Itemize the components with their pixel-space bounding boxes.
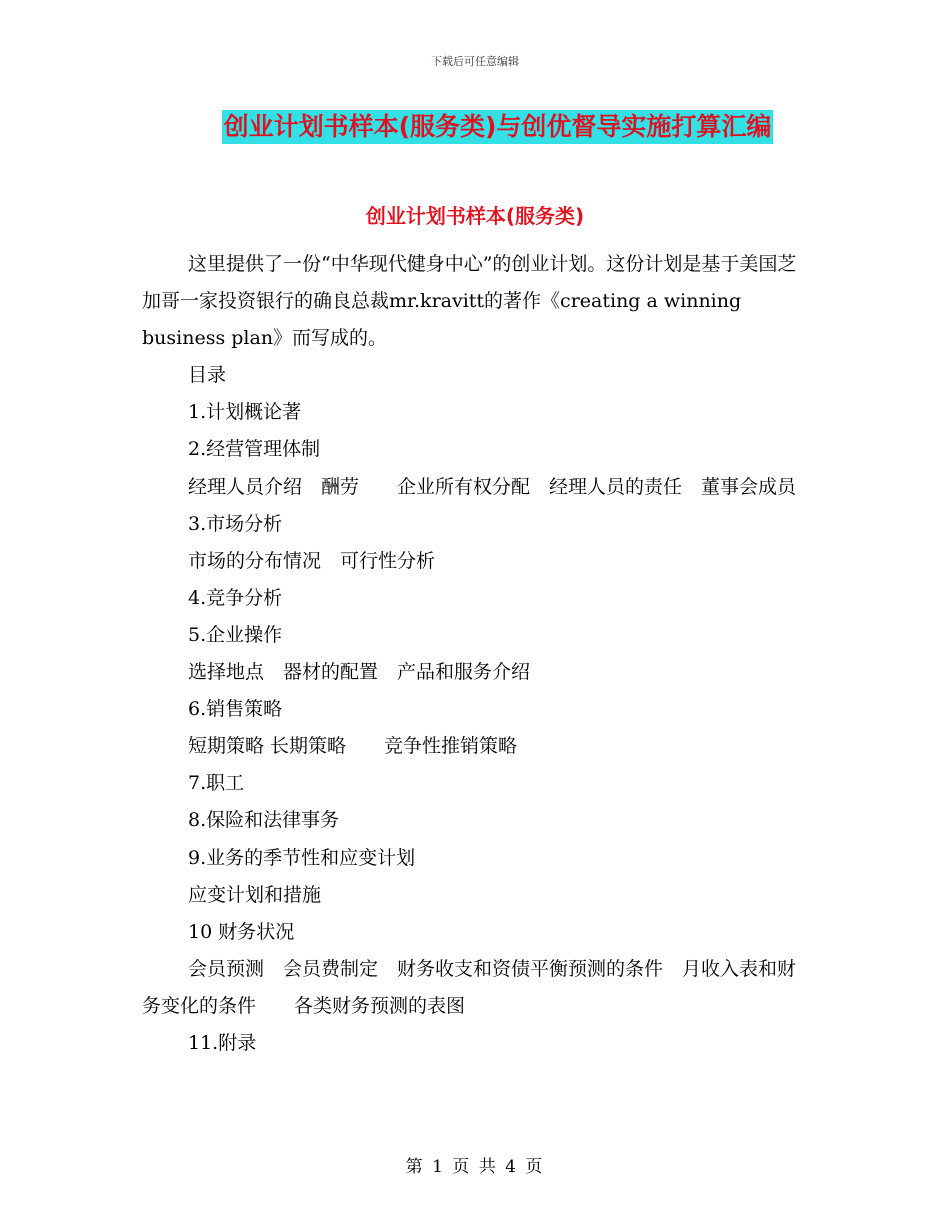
paragraph: 2.经营管理体制 [188,438,321,461]
document-body [142,246,810,1062]
main-title: 创业计划书样本(服务类)与创优督导实施打算汇编 [222,110,774,144]
paragraph: 5.企业操作 [188,623,283,646]
paragraph: 7.职工 [188,772,245,795]
paragraph: 8.保险和法律事务 [188,809,340,832]
paragraph: 市场的分布情况 可行性分析 [188,549,436,572]
paragraph: 短期策略 长期策略 竞争性推销策略 [188,735,518,758]
paragraph: 6.销售策略 [188,698,283,721]
paragraph: 11.附录 [188,1031,257,1054]
paragraph: 10 财务状况 [188,920,295,943]
paragraph: 经理人员介绍 酬劳 企业所有权分配 经理人员的责任 董事会成员 [188,475,797,498]
page-footer: 第 1 页 共 4 页 [405,1157,545,1177]
paragraph: 4.竞争分析 [188,586,283,609]
paragraph: 选择地点 器材的配置 产品和服务介绍 [188,661,531,684]
paragraph: 1.计划概论著 [188,401,302,424]
paragraph: 3.市场分析 [188,512,283,535]
section-title: 创业计划书样本(服务类) [365,204,585,228]
paragraph: 9.业务的季节性和应变计划 [188,846,416,869]
main-title-wrap [0,110,950,144]
paragraph: 目录 [188,364,227,387]
page-header: 下载后可任意编辑 [431,55,519,68]
paragraph: 这里提供了一份“中华现代健身中心”的创业计划。这份计划是基于美国芝加哥一家投资银行的确良总裁mr.kravitt的著作《creating a winning business plan》而写成的。 [142,253,797,350]
paragraph: 会员预测 会员费制定 财务收支和资债平衡预测的条件 月收入表和财务变化的条件 各类财务预测的表图 [142,957,797,1017]
paragraph: 应变计划和措施 [188,883,322,906]
